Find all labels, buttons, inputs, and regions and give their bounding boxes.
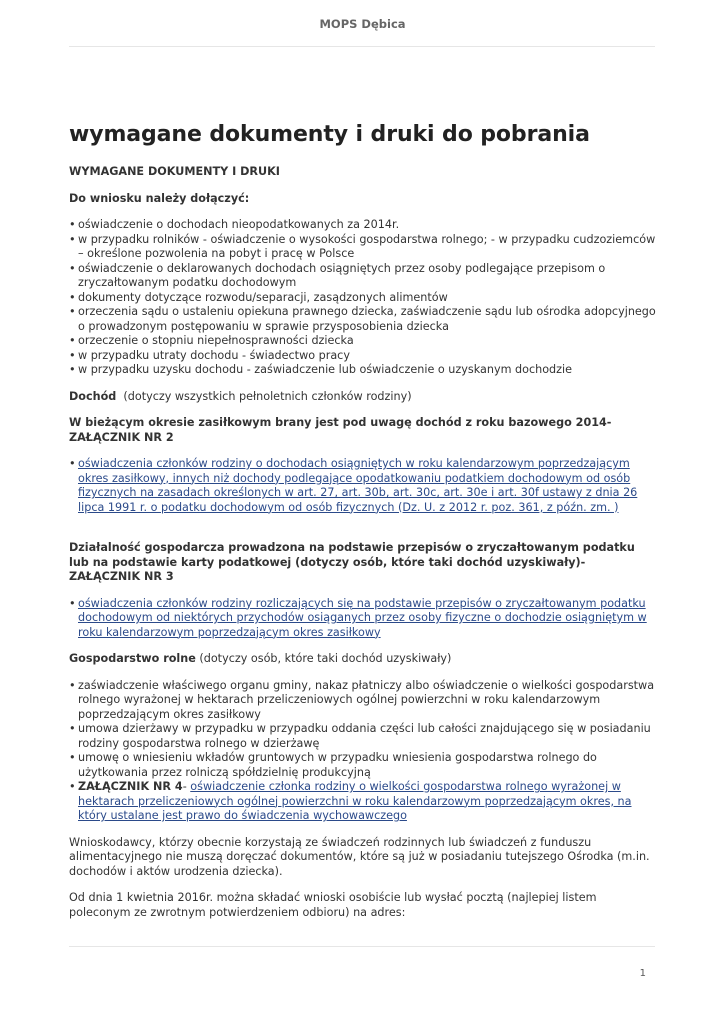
list-item: • orzeczenia sądu o ustaleniu opiekuna prawnego dziecka, zaświadczenie sądu lub ośrodka adopcyjnego o prowadzonym postępowaniu w sprawie przysposobienia dziecka	[69, 305, 657, 334]
page-number: 1	[639, 968, 646, 979]
list-item: • zaświadczenie właściwego organu gminy, nakaz płatniczy albo oświadczenie o wielkości gospodarstwa rolnego wyrażonej w hektarach przeliczeniowych ogólnej powierzchni w roku kalendarzowym poprzedzającym okres zasiłkowy	[69, 679, 657, 723]
list-item	[69, 457, 657, 515]
income-attachment-list	[69, 457, 657, 515]
section-heading: WYMAGANE DOKUMENTY I DRUKI	[69, 165, 280, 178]
list-item: • umowę o wniesieniu wkładów gruntowych w przypadku wniesienia gospodarstwa rolnego do użytkowania przez rolniczą spółdzielnię produkcyjną	[69, 751, 657, 780]
attachment-label: ZAŁĄCZNIK NR 4	[78, 780, 183, 793]
list-item: • oświadczenie o deklarowanych dochodach osiągniętych przez osoby podlegające przepisom o zryczałtowanym podatku dochodowym	[69, 262, 657, 291]
business-attachment-list	[69, 597, 657, 641]
spacer	[69, 527, 657, 541]
farm-statement-link[interactable]: oświadczenie członka rodziny o wielkości gospodarstwa rolnego wyrażonej w hektarach przeliczeniowych ogólnej powierzchni w roku kalendarzowym poprzedzającym okres, na który ustalane jest prawo do świadczenia wychowawczego	[78, 780, 632, 822]
list-item: • dokumenty dotyczące rozwodu/separacji, zasądzonych alimentów	[69, 291, 657, 306]
list-item	[69, 597, 657, 641]
income-note: (dotyczy wszystkich pełnoletnich członków rodziny)	[123, 389, 412, 403]
base-year-heading: W bieżącym okresie zasiłkowym brany jest pod uwagę dochód z roku bazowego 2014- ZAŁĄCZNIK NR 2	[69, 416, 612, 444]
list-item: • umowa dzierżawy w przypadku w przypadku oddania części lub całości znajdującego się w posiadaniu rodziny gospodarstwa rolnego w dzierżawę	[69, 722, 657, 751]
applicants-note: Wnioskodawcy, którzy obecnie korzystają ze świadczeń rodzinnych lub świadczeń z funduszu alimentacyjnego nie muszą doręczać dokumentów, które są już w posiadaniu tutejszego Ośrodka (m.in. dochodów i aktów urodzenia dziecka).	[69, 835, 650, 878]
farm-paragraph	[69, 652, 657, 667]
list-item: • w przypadku uzysku dochodu - zaświadczenie lub oświadczenie o uzyskanym dochodzie	[69, 363, 657, 378]
business-statement-link[interactable]: oświadczenia członków rodziny rozliczających się na podstawie przepisów o zryczałtowanym podatku dochodowym od niektórych przychodów osiąganych przez osoby fizyczne o dochodzie osiągniętym w roku kalendarzowym poprzedzającym okres zasiłkowy	[78, 596, 647, 639]
income-paragraph	[69, 390, 657, 405]
farm-docs-list	[69, 679, 657, 824]
list-item: • w przypadku utraty dochodu - świadectwo pracy	[69, 349, 657, 364]
list-item	[69, 780, 657, 824]
farm-label: Gospodarstwo rolne	[69, 652, 196, 665]
farm-note: (dotyczy osób, które taki dochód uzyskiwały)	[199, 652, 452, 665]
submission-note: Od dnia 1 kwietnia 2016r. można składać wnioski osobiście lub wysłać pocztą (najlepiej listem poleconym ze zwrotnym potwierdzeniem odbioru) na adres:	[69, 891, 597, 919]
list-item: • oświadczenie o dochodach nieopodatkowanych za 2014r.	[69, 218, 657, 233]
list-item: • orzeczenie o stopniu niepełnosprawności dziecka	[69, 334, 657, 349]
attachment-separator: -	[182, 780, 191, 793]
income-statement-link[interactable]: oświadczenia członków rodziny o dochodach osiągniętych w roku kalendarzowym poprzedzającym okres zasiłkowy, innych niż dochody podlegające opodatkowaniu podatkiem dochodowym od osób fizycznych na zasadach określonych w art. 27, art. 30b, art. 30c, art. 30e i art. 30f ustawy z dnia 26 lipca 1991 r. o podatku dochodowym od osób fizycznych (Dz. U. z 2012 r. poz. 361, z późn. zm. )	[78, 457, 638, 514]
income-label: Dochód	[69, 389, 117, 403]
attach-intro: Do wniosku należy dołączyć:	[69, 191, 250, 205]
site-title: MOPS Dębica	[319, 17, 406, 31]
page-title: wymagane dokumenty i druki do pobrania	[69, 122, 590, 147]
business-heading: Działalność gospodarcza prowadzona na podstawie przepisów o zryczałtowanym podatku lub na podstawie karty podatkowej (dotyczy osób, które taki dochód uzyskiwały)- ZAŁĄCZNIK NR 3	[69, 541, 635, 583]
article-content	[69, 120, 657, 932]
footer-divider	[69, 946, 655, 947]
header-divider	[69, 46, 655, 47]
required-docs-list	[69, 218, 657, 378]
list-item: • w przypadku rolników - oświadczenie o wysokości gospodarstwa rolnego; - w przypadku cudzoziemców – określone pozwolenia na pobyt i pracę w Polsce	[69, 233, 657, 262]
